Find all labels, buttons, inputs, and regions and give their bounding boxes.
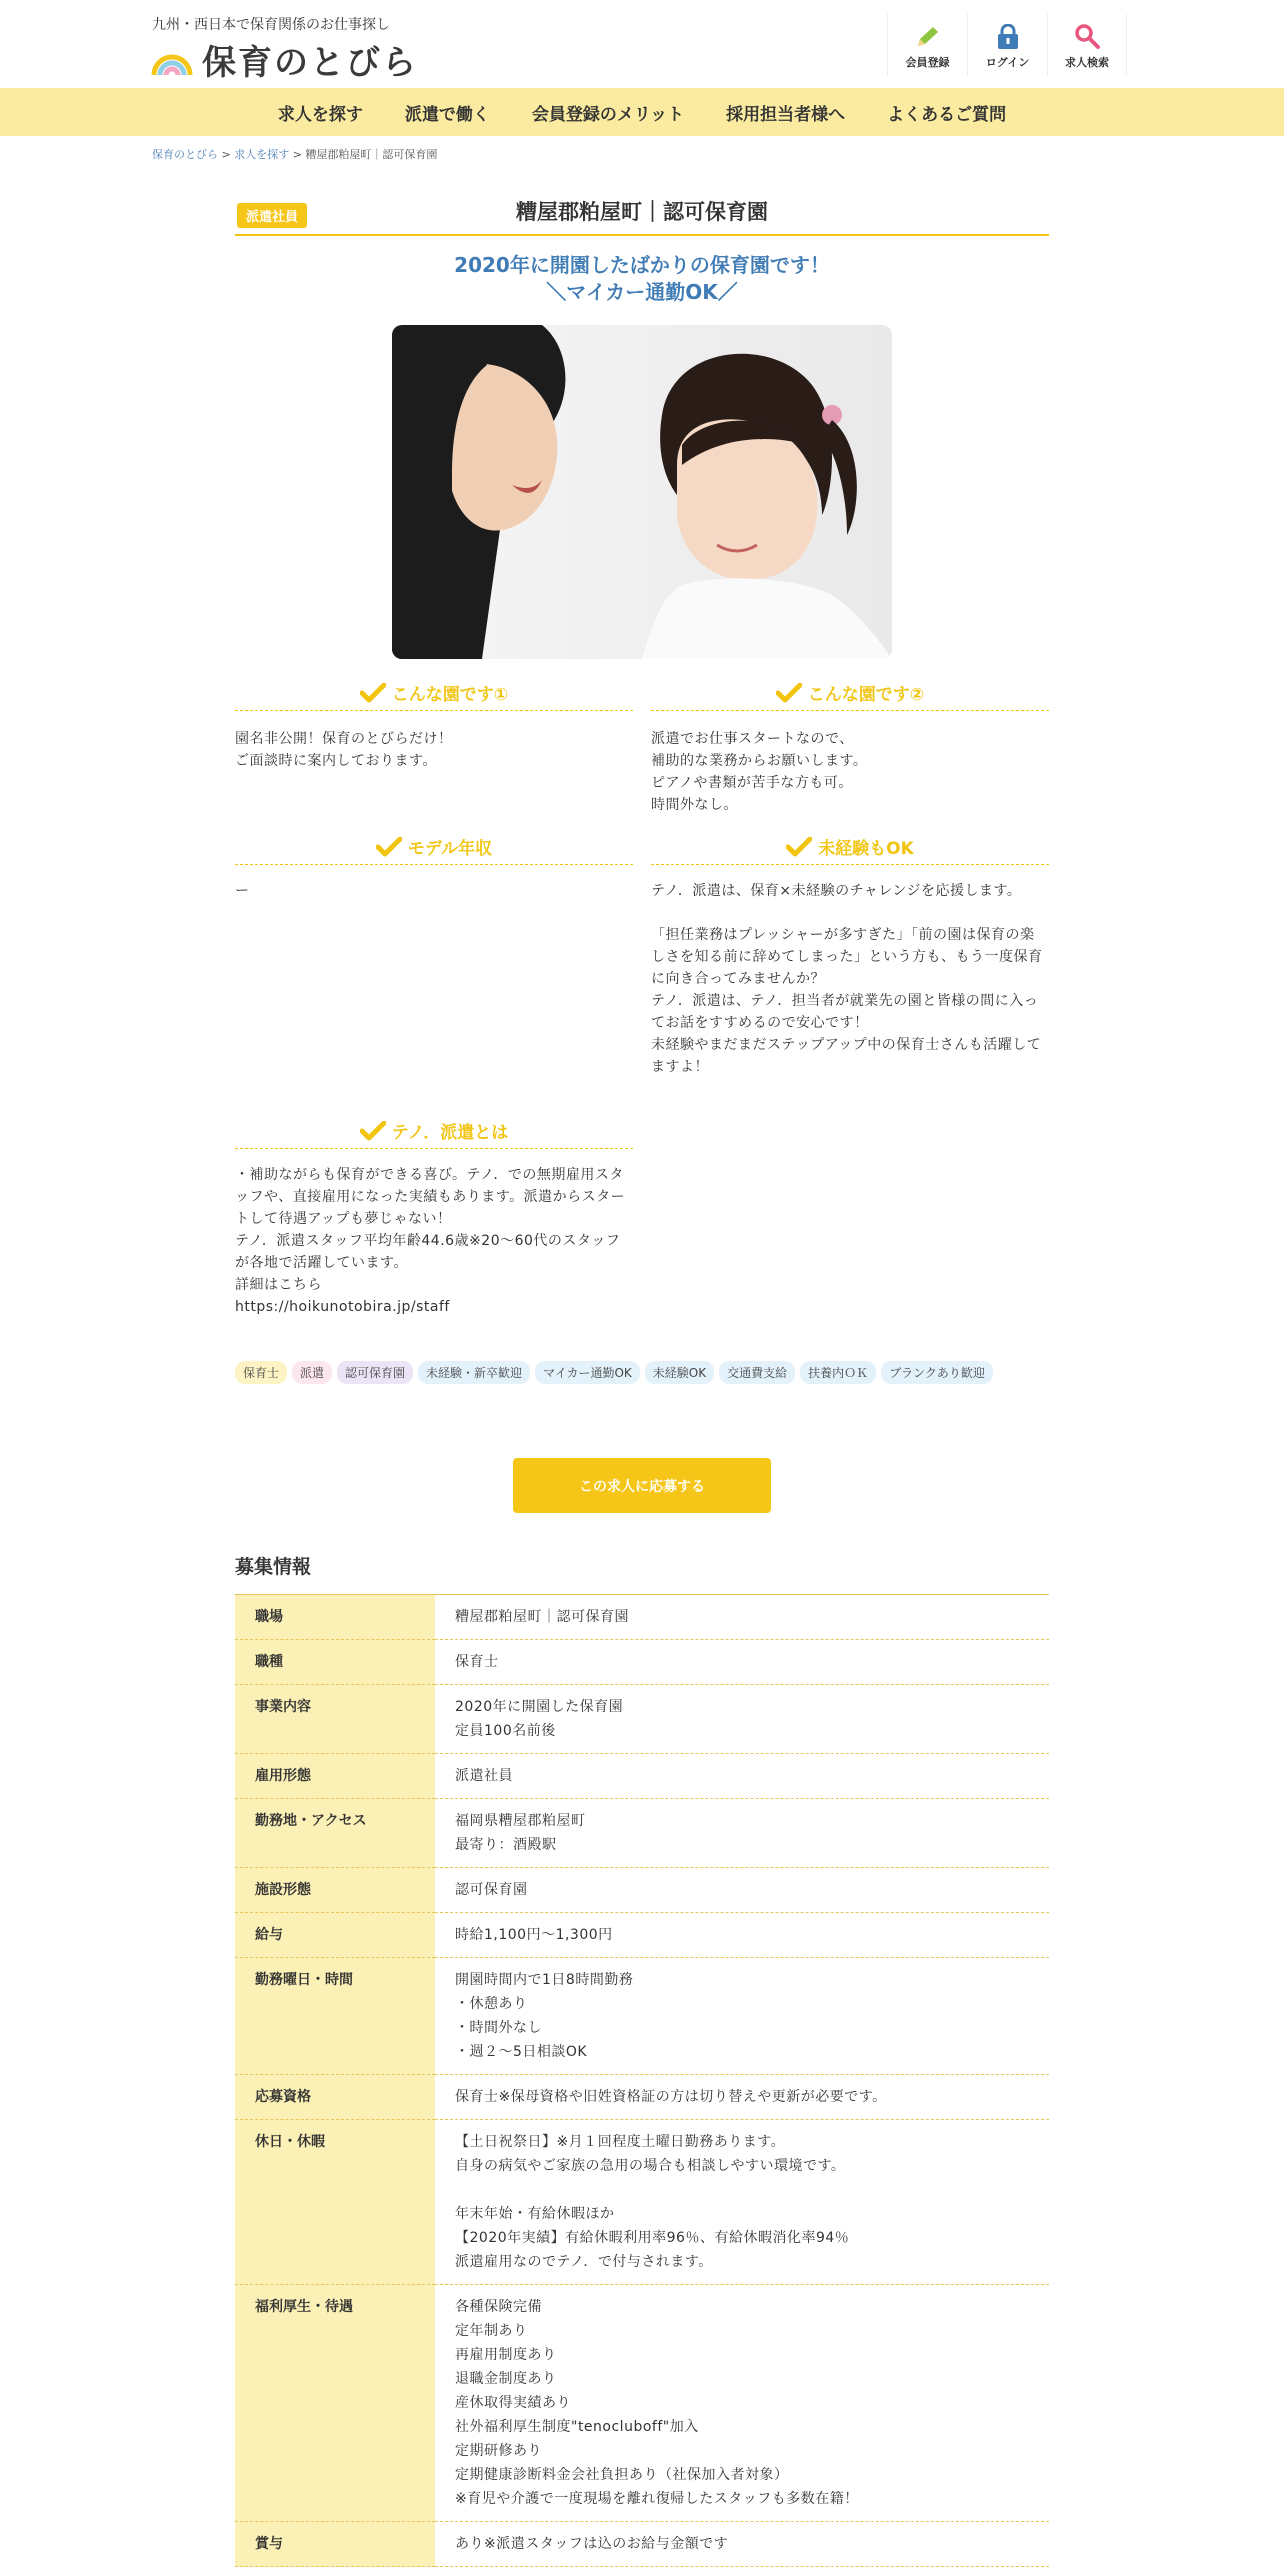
checkmark-icon: [776, 683, 802, 703]
tag[interactable]: 保育士: [235, 1361, 287, 1384]
table-row: [235, 1754, 1049, 1799]
section-heading-1: [235, 680, 633, 711]
nav-find-jobs[interactable]: 求人を探す: [277, 104, 363, 125]
table-row: [235, 1913, 1049, 1958]
row-key: 応募資格: [235, 2075, 435, 2120]
section-heading-text: 未経験もOK: [818, 839, 914, 859]
table-row: [235, 1685, 1049, 1754]
section-heading-3: [235, 834, 633, 865]
section-body-3: ー: [235, 883, 250, 899]
catch-copy: [235, 252, 1049, 306]
section-body-2: 派遣でお仕事スタートなので、 補助的な業務からお願いします。 ピアノや書類が苦手な方も可。 時間外なし。: [651, 731, 868, 813]
rainbow-logo-icon: [150, 41, 194, 77]
row-value: 【土日祝祭日】※月１回程度土曜日勤務あります。 自身の病気やご家族の急用の場合も相談しやすい環境です。 年末年始・有給休暇ほか 【2020年実績】有給休暇利用率96％、有給休暇消化率94％ 派遣雇用なのでテノ．で付与されます。: [435, 2120, 1049, 2285]
breadcrumb-current: 糟屋郡粕屋町｜認可保育園: [305, 148, 438, 161]
mother-and-child-photo: [392, 325, 892, 659]
row-value: 保育士: [435, 1640, 1049, 1685]
job-tags: [235, 1361, 1049, 1384]
tag[interactable]: 未経験OK: [645, 1361, 714, 1384]
row-key: 事業内容: [235, 1685, 435, 1754]
lock-icon: [995, 24, 1021, 50]
main-nav: [0, 88, 1284, 136]
row-value: 開園時間内で1日8時間勤務 ・休憩あり ・時間外なし ・週２～5日相談OK: [435, 1958, 1049, 2075]
recruit-heading: 募集情報: [235, 1556, 312, 1578]
tag[interactable]: マイカー通勤OK: [535, 1361, 640, 1384]
section-heading-text: こんな園です①: [391, 685, 509, 705]
row-key: 職種: [235, 1640, 435, 1685]
row-key: 福利厚生・待遇: [235, 2285, 435, 2522]
recruit-table: [235, 1594, 1049, 2567]
section-heading-5: [235, 1118, 633, 1149]
row-key: 給与: [235, 1913, 435, 1958]
row-value: 福岡県糟屋郡粕屋町 最寄り：酒殿駅: [435, 1799, 1049, 1868]
checkmark-icon: [360, 1121, 386, 1141]
row-key: 休日・休暇: [235, 2120, 435, 2285]
row-value: 保育士※保母資格や旧姓資格証の方は切り替えや更新が必要です。: [435, 2075, 1049, 2120]
row-value: 派遣社員: [435, 1754, 1049, 1799]
nav-dispatch[interactable]: 派遣で働く: [404, 104, 490, 125]
breadcrumb-home[interactable]: 保育のとびら: [152, 148, 218, 161]
site-header: [0, 0, 1284, 88]
apply-button[interactable]: この求人に応募する: [513, 1458, 771, 1513]
table-row: [235, 2075, 1049, 2120]
section-heading-text: テノ．派遣とは: [391, 1123, 509, 1143]
tag[interactable]: 未経験・新卒歓迎: [418, 1361, 530, 1384]
row-key: 雇用形態: [235, 1754, 435, 1799]
table-row: [235, 2285, 1049, 2522]
site-logo[interactable]: [150, 38, 418, 83]
tag[interactable]: 派遣: [292, 1361, 332, 1384]
row-key: 勤務地・アクセス: [235, 1799, 435, 1868]
row-value: 各種保険完備 定年制あり 再雇用制度あり 退職金制度あり 産休取得実績あり 社外福利厚生制度"tenoclub​off"加入 定期研修あり 定期健康診断料金会社負担あり（社保加入者対象） ※育児や介護で一度現場を離れ復帰したスタッフも多数在籍！: [435, 2285, 1049, 2522]
job-title: 糟屋郡粕屋町｜認可保育園: [516, 200, 768, 224]
table-row: [235, 1958, 1049, 2075]
nav-for-employers[interactable]: 採用担当者様へ: [726, 104, 846, 125]
breadcrumb: [152, 146, 437, 162]
table-row: [235, 1799, 1049, 1868]
job-title-row: [235, 196, 1049, 236]
row-value: 時給1,100円～1,300円: [435, 1913, 1049, 1958]
row-value: あり※派遣スタッフは込のお給与金額です: [435, 2522, 1049, 2567]
logo-text: 保育のとびら: [202, 42, 418, 83]
tag[interactable]: 扶養内ＯＫ: [800, 1361, 876, 1384]
catch-line-2: ＼マイカー通勤OK／: [546, 280, 738, 304]
section-body-4: テノ．派遣は、保育×未経験のチャレンジを応援します。 「担任業務はプレッシャーが多すぎた」「前の園は保育の楽しさを知る前に辞めてしまった」という方も、もう一度保育に向き合ってみませんか？ テノ．派遣は、テノ．担当者が就業先の園と皆様の間に入ってお話をすすめるので安心です！ 未経験やまだまだステップアップ中の保育士さんも活躍してますよ！: [651, 883, 1043, 1075]
breadcrumb-sep: >: [292, 148, 302, 161]
breadcrumb-search[interactable]: 求人を探す: [234, 148, 290, 161]
login-label: ログイン: [985, 56, 1030, 69]
table-row: [235, 1640, 1049, 1685]
search-label: 求人検索: [1065, 56, 1109, 69]
section-body-1: 園名非公開！保育のとびらだけ！ ご面談時に案内しております。: [235, 731, 453, 769]
catch-line-1: 2020年に開園したばかりの保育園です！: [454, 253, 830, 277]
nav-member-merits[interactable]: 会員登録のメリット: [531, 104, 685, 125]
employment-badge: 派遣社員: [237, 203, 307, 228]
section-heading-text: こんな園です②: [807, 685, 925, 705]
tag[interactable]: ブランクあり歓迎: [881, 1361, 993, 1384]
pencil-icon: [914, 24, 942, 50]
row-key: 賞与: [235, 2522, 435, 2567]
row-key: 勤務曜日・時間: [235, 1958, 435, 2075]
row-value: 2020年に開園した保育園 定員100名前後: [435, 1685, 1049, 1754]
header-tagline: 九州・西日本で保育関係のお仕事探し: [152, 17, 390, 33]
section-heading-4: [651, 834, 1049, 865]
tag[interactable]: 交通費支給: [719, 1361, 795, 1384]
login-button[interactable]: [967, 14, 1047, 76]
table-row: [235, 1595, 1049, 1640]
row-key: 施設形態: [235, 1868, 435, 1913]
tag[interactable]: 認可保育園: [337, 1361, 413, 1384]
row-value: 認可保育園: [435, 1868, 1049, 1913]
nav-faq[interactable]: よくあるご質問: [887, 104, 1007, 125]
register-label: 会員登録: [905, 56, 950, 69]
table-row: [235, 1868, 1049, 1913]
table-row: [235, 2522, 1049, 2567]
breadcrumb-sep: >: [221, 148, 231, 161]
section-heading-2: [651, 680, 1049, 711]
search-icon: [1073, 22, 1101, 50]
row-key: 職場: [235, 1595, 435, 1640]
register-button[interactable]: [887, 14, 967, 76]
table-row: [235, 2120, 1049, 2285]
section-body-5: ・補助ながらも保育ができる喜び。テノ．での無期雇用スタッフや、直接雇用になった実績もあります。派遣からスタートして待遇アップも夢じゃない！ テノ．派遣スタッフ平均年齢44.6歳※20～60代のスタッフが各地で活躍しています。 詳細はこちら https://hoikunotobira.jp/staff: [235, 1167, 626, 1315]
checkmark-icon: [376, 837, 402, 857]
row-value: 糟屋郡粕屋町｜認可保育園: [435, 1595, 1049, 1640]
section-heading-text: モデル年収: [407, 839, 493, 859]
job-photo: [392, 325, 892, 659]
checkmark-icon: [786, 837, 812, 857]
job-search-button[interactable]: [1047, 14, 1127, 76]
checkmark-icon: [360, 683, 386, 703]
